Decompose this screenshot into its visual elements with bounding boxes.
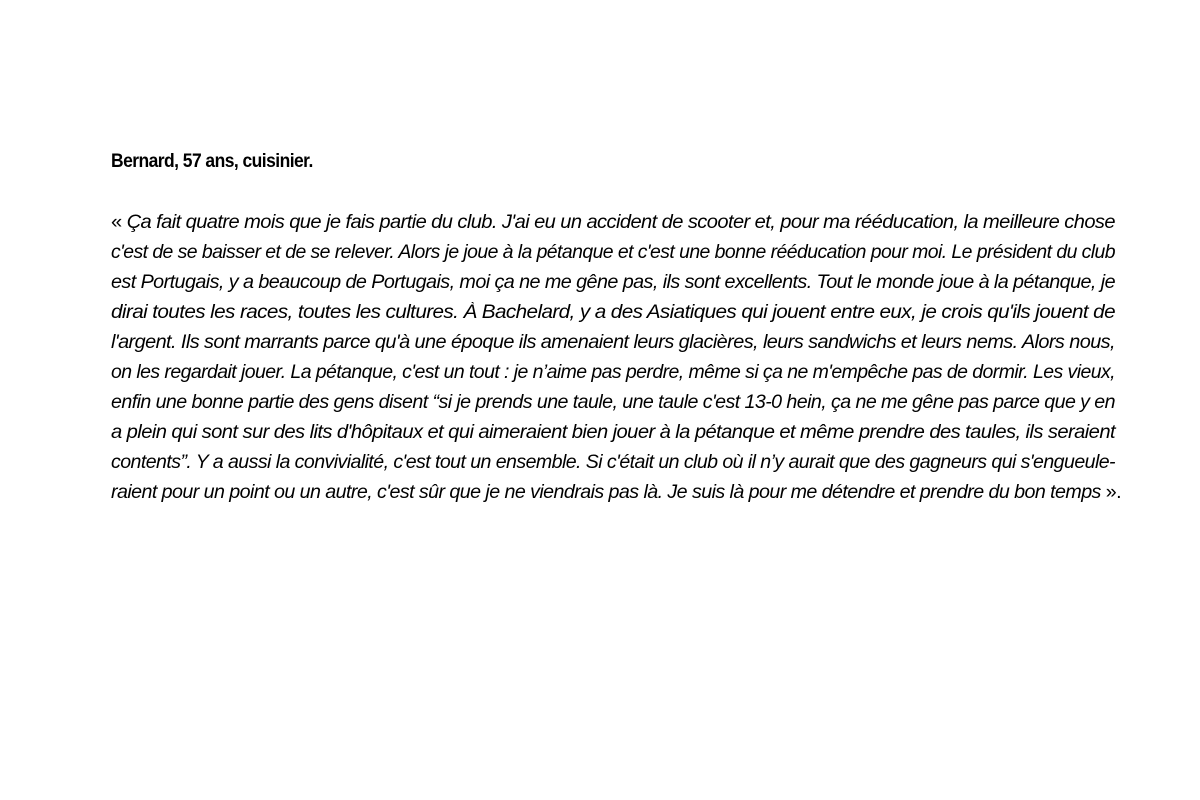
quote-paragraph — [111, 208, 1121, 508]
closing-quote-mark: ». — [1105, 482, 1121, 503]
quote-line-9-text: contents”. Y a aussi la convivialité, c'est tout un ensemble. Si c'était un club où il n’y aurait que des gagneurs qui s'engueule- — [111, 452, 1115, 473]
quote-line-6-text: on les regardait jouer. La pétanque, c'est un tout : je n’aime pas perdre, même si ça ne m'empêche pas de dormir. Les vieux, — [111, 362, 1115, 383]
quote-line-6 — [111, 358, 1115, 388]
quote-line-5 — [111, 328, 1115, 358]
quote-line-10 — [111, 478, 1121, 508]
quote-line-3-text: est Portugais, y a beaucoup de Portugais, moi ça ne me gêne pas, ils sont excellents. Tout le monde joue à la pétanque, je — [111, 272, 1115, 293]
quote-line-2-text: c'est de se baisser et de se relever. Alors je joue à la pétanque et c'est une bonne rééducation pour moi. Le président du club — [111, 242, 1115, 263]
quote-line-3 — [111, 268, 1115, 298]
quote-line-1 — [111, 208, 1115, 238]
quote-line-4 — [111, 298, 1115, 328]
quote-line-8-text: a plein qui sont sur des lits d'hôpitaux et qui aimeraient bien jouer à la pétanque et même prendre des taules, ils seraient — [111, 422, 1115, 443]
quote-line-7 — [111, 388, 1115, 418]
quote-line-7-text: enfin une bonne partie des gens disent “si je prends une taule, une taule c'est 13-0 hein, ça ne me gêne pas parce que y en — [111, 392, 1115, 413]
quote-line-10-text: raient pour un point ou un autre, c'est sûr que je ne viendrais pas là. Je suis là pour me détendre et prendre du bon temps — [111, 482, 1101, 503]
speaker-heading: Bernard, 57 ans, cuisinier. — [111, 151, 313, 172]
quote-line-4-text: dirai toutes les races, toutes les cultures. À Bachelard, y a des Asiatiques qui jouent entre eux, je crois qu'ils jouent de — [111, 302, 1115, 323]
quote-line-8 — [111, 418, 1115, 448]
quote-line-5-text: l'argent. Ils sont marrants parce qu'à une époque ils amenaient leurs glacières, leurs sandwichs et leurs nems. Alors nous, — [111, 332, 1115, 353]
quote-line-2 — [111, 238, 1115, 268]
quote-line-1-text: Ça fait quatre mois que je fais partie du club. J'ai eu un accident de scooter et, pour ma rééducation, la meilleure chose — [126, 212, 1115, 233]
quote-line-9 — [111, 448, 1115, 478]
opening-quote-mark: « — [111, 212, 122, 233]
